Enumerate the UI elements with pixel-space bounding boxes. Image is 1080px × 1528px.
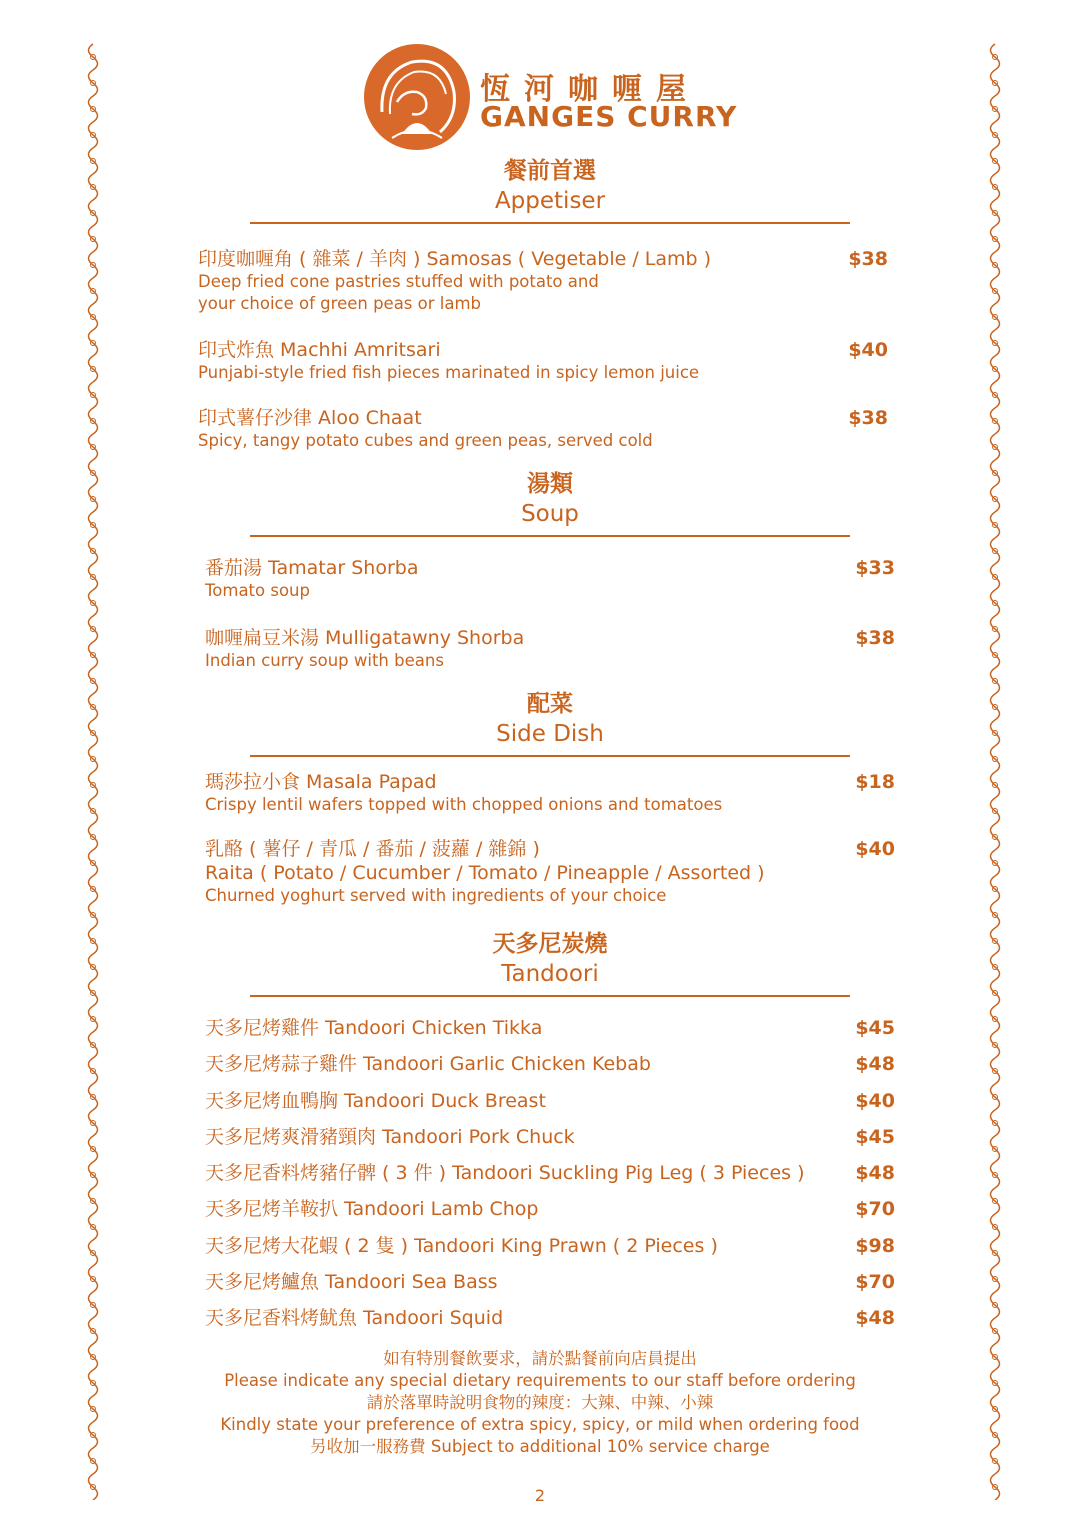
item-price: $38 [848,248,888,270]
item-name: 乳酪 ( 薯仔 / 青瓜 / 番茄 / 菠蘿 / 雜錦 ) [205,838,540,860]
item-name: 天多尼烤血鴨胸 Tandoori Duck Breast [205,1090,546,1112]
section-divider [250,535,850,537]
section-header-tandoori [250,929,850,997]
item-price: $40 [855,838,895,860]
item-price: $40 [855,1090,895,1112]
menu-item [205,770,895,816]
item-name: 天多尼烤雞件 Tandoori Chicken Tikka [205,1017,543,1039]
section-title-zh: 湯類 [527,471,573,497]
item-price: $40 [848,339,888,361]
section-title-en: Appetiser [494,188,606,214]
item-price: $33 [855,557,895,579]
menu-item [205,837,895,907]
item-description: Crispy lentil wafers topped with chopped onions and tomatoes [205,795,723,814]
item-price: $45 [855,1017,895,1039]
item-name: 印式炸魚 Machhi Amritsari [198,339,441,361]
item-name: 天多尼烤羊鞍扒 Tandoori Lamb Chop [205,1198,539,1220]
item-description: Indian curry soup with beans [205,651,444,670]
section-divider [250,222,850,224]
item-price: $48 [855,1162,895,1184]
note-line: 另收加一服務費 Subject to additional 10% service charge [310,1437,770,1456]
ganges-curry-logo [362,42,472,152]
menu-item [205,1232,895,1260]
note-line: Please indicate any special dietary requirements to our staff before ordering [224,1371,856,1390]
menu-item [205,1304,895,1332]
right-ornamental-border [984,40,1006,1500]
item-price: $70 [855,1271,895,1293]
section-title-zh: 配菜 [527,691,573,717]
item-description: Punjabi-style fried fish pieces marinated in spicy lemon juice [198,363,700,382]
section-title-en: Tandoori [501,961,599,987]
section-title-zh: 餐前首選 [504,158,596,184]
item-name: 印度咖喱角 ( 雜菜 / 羊肉 ) Samosas ( Vegetable / Lamb ) [198,248,712,270]
section-divider [250,755,850,757]
menu-item [205,1159,895,1187]
left-ornamental-border [82,40,104,1500]
item-name: 天多尼烤大花蝦 ( 2 隻 ) Tandoori King Prawn ( 2 Pieces ) [205,1235,718,1257]
brand-name-chinese: 恆河咖喱屋 [480,72,700,107]
item-name: 天多尼香料烤魷魚 Tandoori Squid [205,1307,504,1329]
section-title-zh: 天多尼炭燒 [492,931,608,957]
section-divider [250,995,850,997]
item-name: 天多尼烤蒜子雞件 Tandoori Garlic Chicken Kebab [205,1053,651,1075]
menu-item [205,1050,895,1078]
item-price: $48 [855,1307,895,1329]
menu-item [205,1195,895,1223]
item-name: 天多尼香料烤豬仔髀 ( 3 件 ) Tandoori Suckling Pig Leg ( 3 Pieces ) [205,1162,805,1184]
item-price: $98 [855,1235,895,1257]
section-header-appetiser [250,156,850,224]
item-description: Deep fried cone pastries stuffed with potato and [198,272,599,291]
item-name: 咖喱扁豆米湯 Mulligatawny Shorba [205,627,525,649]
item-name: 番茄湯 Tamatar Shorba [205,557,419,579]
menu-item [205,1087,895,1115]
item-price: $38 [848,407,888,429]
menu-item [205,1268,895,1296]
section-header-soup [250,469,850,537]
item-name: 瑪莎拉小食 Masala Papad [205,771,437,793]
menu-item [205,1014,895,1042]
item-description: Tomato soup [205,581,310,600]
item-price: $18 [855,771,895,793]
menu-item [198,338,888,384]
note-line: 請於落單時說明食物的辣度：大辣、中辣、小辣 [366,1393,714,1412]
menu-item [205,1123,895,1151]
item-price: $45 [855,1126,895,1148]
menu-item [198,406,888,452]
menu-item [205,626,895,672]
item-price: $70 [855,1198,895,1220]
menu-item [205,556,895,602]
footer-notes [180,1348,900,1458]
item-price: $48 [855,1053,895,1075]
item-name: 天多尼烤鱸魚 Tandoori Sea Bass [205,1271,498,1293]
item-description: your choice of green peas or lamb [198,294,482,313]
section-title-en: Side Dish [496,721,604,747]
note-line: Kindly state your preference of extra spicy, spicy, or mild when ordering food [220,1415,860,1434]
page-number: 2 [534,1486,546,1505]
item-description: Spicy, tangy potato cubes and green peas, served cold [198,431,653,450]
menu-item [198,247,888,315]
section-header-side-dish [250,689,850,757]
brand-name-english: GANGES CURRY [480,100,738,133]
section-title-en: Soup [521,501,579,527]
note-line: 如有特別餐飲要求，請於點餐前向店員提出 [383,1349,697,1368]
item-name: 天多尼烤爽滑豬頸肉 Tandoori Pork Chuck [205,1126,575,1148]
item-name-english: Raita ( Potato / Cucumber / Tomato / Pineapple / Assorted ) [205,862,765,884]
item-name: 印式薯仔沙律 Aloo Chaat [198,407,422,429]
item-price: $38 [855,627,895,649]
item-description: Churned yoghurt served with ingredients of your choice [205,886,667,905]
